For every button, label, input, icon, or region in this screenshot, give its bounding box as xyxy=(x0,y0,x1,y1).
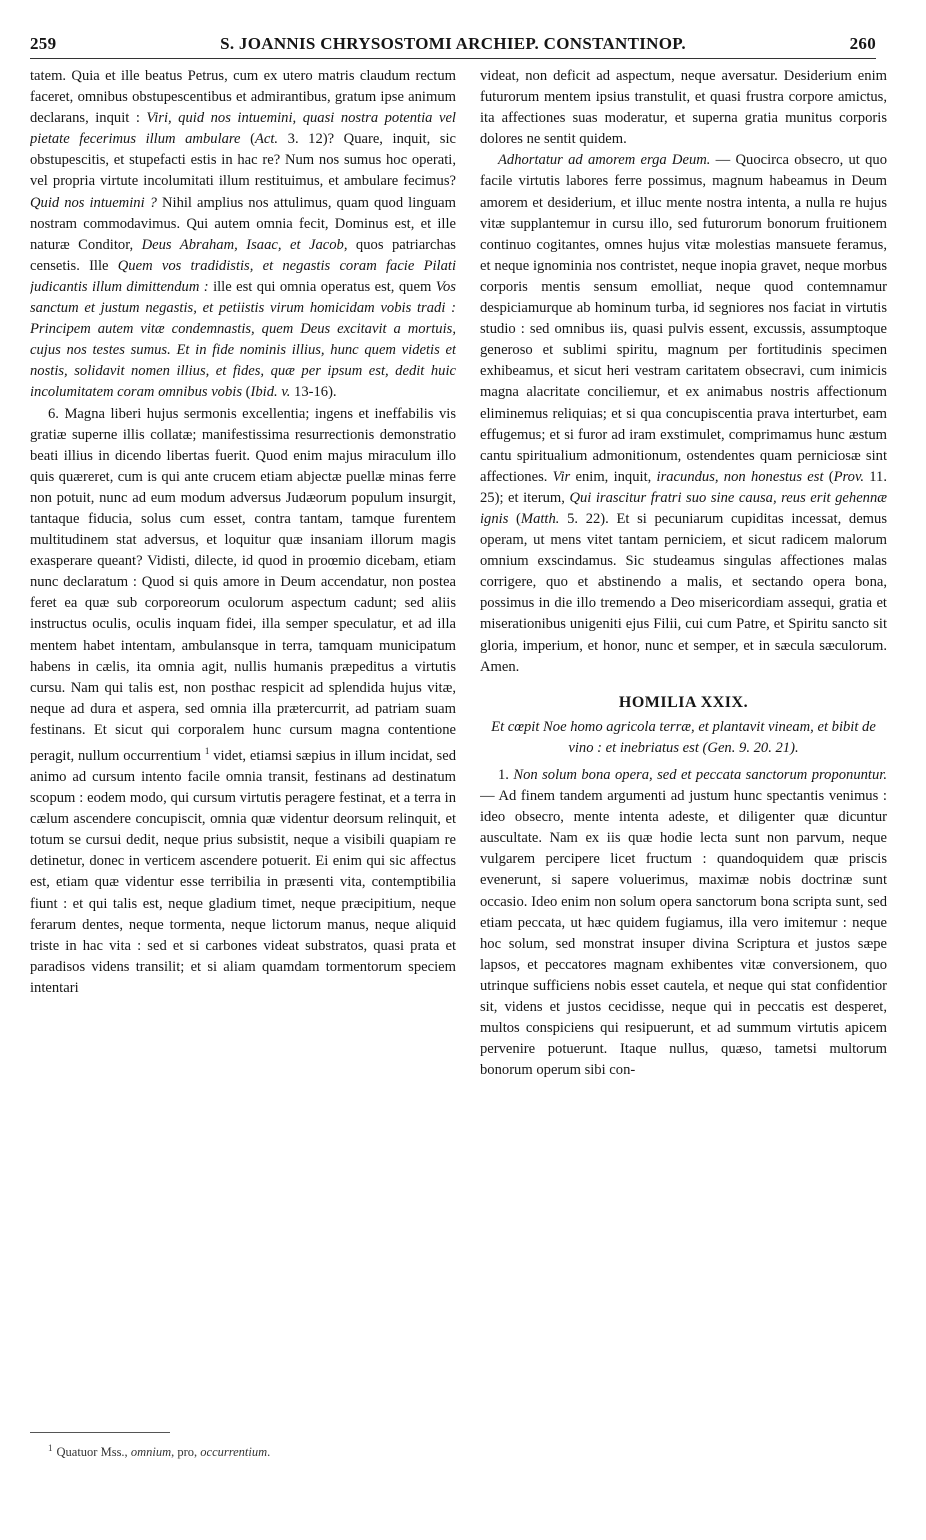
italic-run: Matth. xyxy=(520,510,560,527)
footnote xyxy=(48,1440,458,1460)
italic-run: Deus Abraham, Isaac, et Jacob xyxy=(141,236,344,253)
homily-epigraph: Et cœpit Noe homo agricola terræ, et plantavit vineam, et bibit de vino : et inebriatus est (Gen. 9. 20. 21). xyxy=(491,718,876,756)
footnote-rule xyxy=(30,1432,170,1433)
running-header xyxy=(30,34,876,59)
italic-run: occurrentium xyxy=(200,1445,268,1460)
italic-run: Gen. xyxy=(707,739,736,756)
page-number-left: 259 xyxy=(30,34,57,53)
italic-run: Vir xyxy=(552,468,571,485)
left-paragraph-1: tatem. Quia et ille beatus Petrus, cum ex utero matris claudum rectum faceret, omnibus obstupescentibus et admirantibus, gratum ipse animum declarans, inquit : Viri, quid nos intuemini, quasi nostra potentia vel pietate fecerimus illum ambulare (Act. 3. 12)? Quare, inquit, sic obstupescitis, et stupefacti estis in hac re? Num nos sumus hoc operati, vel propria virtute incolumitati illum restituimus, et ambulare fecimus? Quid nos intuemini ? Nihil amplius nos attulimus, quam quod linguam nostram commodavimus. Qui autem omnia fecit, Dominus est, et ille naturæ Conditor, Deus Abraham, Isaac, et Jacob, quos patriarchas censetis. Ille Quem vos tradidistis, et negastis coram facie Pilati judicantis illum dimittendum : ille est qui omnia operatus est, quem Vos sanctum et justum negastis, et petiistis virum homicidam vobis tradi : Principem autem vitæ condemnastis, quem Deus excitavit a mortuis, cujus nos testes sumus. Et in fide nominis illius, hunc quem videtis et nostis, solidavit nomen illius, et fides, quæ per ipsum est, dedit huic incolumitatem coram omnibus vobis (Ibid. v. 13-16). xyxy=(30,68,456,401)
italic-run: omnium xyxy=(130,1445,172,1460)
right-column xyxy=(480,66,887,1436)
left-paragraph-2: 6. Magna liberi hujus sermonis excellentia; ingens et ineffabilis vis gratiæ superne illis collatæ; manifestissima resurrectionis demonstratio beati illius in dicendo libertas fuerit. Quod enim majus miraculum illo quis quæreret, cum is qui ante crucem etiam abjectæ puellæ minas ferre non potuit, nunc ad eum modum adversus Judæorum populum insurgit, tantaque fiducia, solus cum esset, contra tantam, tamque furentem multitudinem stat adversus, et loquitur quæ insaniam illorum magis exasperare queant? Vidisti, dilecte, id quod in proœmio dicebam, etiam nunc declaratum : Quod si quis amore in Deum accendatur, non postea feret ea quæ sub corporeorum oculorum aspectum cadunt; sed aliis instructus oculis, oculis inquam fidei, illa semper speculatur, et ad illa mentem habet intentam, ambulansque in terra, tamquam municipatum habens in cælis, ita omnia agit, nullis humanis præpeditus a virtutis cursu. Nam qui talis est, non posthac respicit ad splendida hujus vitæ, neque ad dura et aspera, sed omnia illa prætercurrit, ad patriam suam festinans. Et sicut qui corporalem hunc cursum magna contentione peragit, nullum occurrentium $^1$ videt, etiamsi sæpius in illum incidat, sed animo ad cursum intento facile omnia transit, festinans ad destinatum scopum : eodem modo, qui cursum virtutis peragere festinat, et a terra in cælum ascendere concupiscit, omnia quæ videntur deorsum relinquit, et totum se cursui dedit, neque prius subsistit, neque a visibili quapiam re detinetur, donec in verticem ascendere potuerit. Ei enim qui sic affectus est, etiam quæ videntur esse terribilia in præsenti vita, contemptibilia fiunt : et qui talis est, neque gladium timet, neque præcipitium, neque ferarum dentes, neque tormenta, neque lictorum manus, neque aliquid triste in hac vita : sed et si carbones videat substratos, quasi prata et paradisos videns transilit; et si aliam quamdam tormentorum speciem intentari xyxy=(30,405,456,996)
italic-run: Viri, quid nos intuemini, quasi nostra potentia vel pietate fecerimus illum ambulare xyxy=(30,110,456,148)
footnote-marker: 1 xyxy=(48,1443,53,1453)
right-paragraph-1: videat, non deficit ad aspectum, neque aversatur. Desiderium enim futurorum mentem ipsius transtulit, et quasi frustra corpore amictus, ita affectiones suas moderatur, et superna gratia munitus corporis dolores ne sentit quidem. xyxy=(480,68,887,148)
italic-run: iracundus, non honestus est xyxy=(656,468,824,485)
italic-run: Qui irascitur fratri suo sine causa, reus erit gehennæ ignis xyxy=(480,489,887,527)
italic-run: Prov. xyxy=(833,468,865,485)
left-column xyxy=(30,66,456,1436)
italic-run: Et cœpit Noe homo agricola terræ, et plantavit vineam, et bibit de vino : et inebriatus est xyxy=(491,718,876,756)
italic-run: Quem vos tradidistis, et negastis coram facie Pilati judicantis illum dimittendum : xyxy=(30,257,456,295)
page-number-right: 260 xyxy=(849,34,876,53)
italic-run: Non solum bona opera, sed et peccata sanctorum proponuntur. xyxy=(513,767,887,783)
italic-run: Act. xyxy=(254,131,279,148)
right-paragraph-3: 1. Non solum bona opera, sed et peccata sanctorum proponuntur. — Ad finem tandem argumenti ad justum hunc spectantis venimus : ideo obsecro, mente intenta adeste, et diligenter quæ dicuntur auscultate. Nam ex iis quæ hodie lecta sunt non parvum, neque vulgarem percipere licet fructum : quandoquidem quæ priscis evenerunt, si sapere voluerimus, maximæ nobis doctrinæ sunt occasio. Ideo enim non solum opera sanctorum bona scripta sunt, sed etiam peccata, ut hæc quidem fugiamus, illa vero imitemur : neque hoc solum, sed monstrat insuper divina Scriptura et justos sæpe lapsos, et peccatores magnam exhibentes vitæ conversionem, quo utrinque sufficiens nobis esset cautela, et neque qui stat confidentior sit, videns et justos cecidisse, neque qui in peccatis est desperet, multos conspiciens qui resipuerunt, et ad summum virtutis apicem pervenire potuerunt. Itaque nullus, quæso, tametsi multorum bonorum operum sibi con- xyxy=(480,767,887,1079)
italic-run: Vos sanctum et justum negastis, et petiistis virum homicidam vobis tradi : Principem autem vitæ condemnastis, quem Deus excitavit a mortuis, cujus nos testes sumus. Et in fide nominis illius, hunc quem videtis et nostis, solidavit nomen illius, et fides, quæ per ipsum est, dedit huic incolumitatem coram omnibus vobis xyxy=(30,278,456,401)
homily-heading: HOMILIA XXIX. xyxy=(618,693,749,711)
italic-run: Quid nos intuemini ? xyxy=(30,194,157,211)
footnote-text: Quatuor Mss., omnium, pro, occurrentium. xyxy=(56,1445,271,1460)
running-title: S. JOANNIS CHRYSOSTOMI ARCHIEP. CONSTANTINOP. xyxy=(220,34,686,53)
italic-run: Adhortatur ad amorem erga Deum. xyxy=(498,152,711,169)
footnote-reference: 1 xyxy=(204,746,210,756)
italic-run: Ibid. v. xyxy=(250,384,291,401)
right-paragraph-2: Adhortatur ad amorem erga Deum. — Quocirca obsecro, ut quo facile virtutis labores ferre possimus, magnum habeamus in Deum amorem et desiderium, et illuc mente nostra intenta, a nulla re hujus vitæ supplantemur in cursu illo, sed futurorum bonorum fruitionem continuo cogitantes, omnes hujus vitæ molestias mansuete feramus, et neque ignominia nos contristet, neque inopia gravet, neque morbus corporis mentis sensum emolliat, neque quod contemnamur despiciamurque ab hominum turba, id segniores nos faciat in virtutis studio : sed omnibus iis, quasi pulvis essent, excussis, assumptoque generoso et sublimi spiritu, magnum per fortitudinis specimen exhibeamus, et sicut heri vestram caritatem obsecravi, cum inimicis magna alacritate conciliemur, et ex animabus nostris affectionum eliminemus reliquias; et si qua concupiscentia prava interturbet, eam effugemus; et si furor ad iram exstimulet, comprimamus hunc æstum cantu spiritualium admonitionum, ostendentes quam perniciosæ sint affectiones. Vir enim, inquit, iracundus, non honestus est (Prov. 11. 25); et iterum, Qui irascitur fratri suo sine causa, reus erit gehennæ ignis (Matth. 5. 22). Et si pecuniarum cupiditas incessat, demus operam, ut mens vitet tantam perniciem, et sicut radicem malorum omnium exscindamus. Sic studeamus singulas affectiones malas corrigere, quo et abstinendo a malis, et sectando opera bona, possimus in die illo tremendo a Deo misericordiam assequi, gratia et miserationibus unigeniti ejus Filii, cui cum Patre, et Spiritu sancto sit gloria, imperium, et honor, nunc et semper, et in sæcula sæculorum. Amen. xyxy=(480,152,887,675)
